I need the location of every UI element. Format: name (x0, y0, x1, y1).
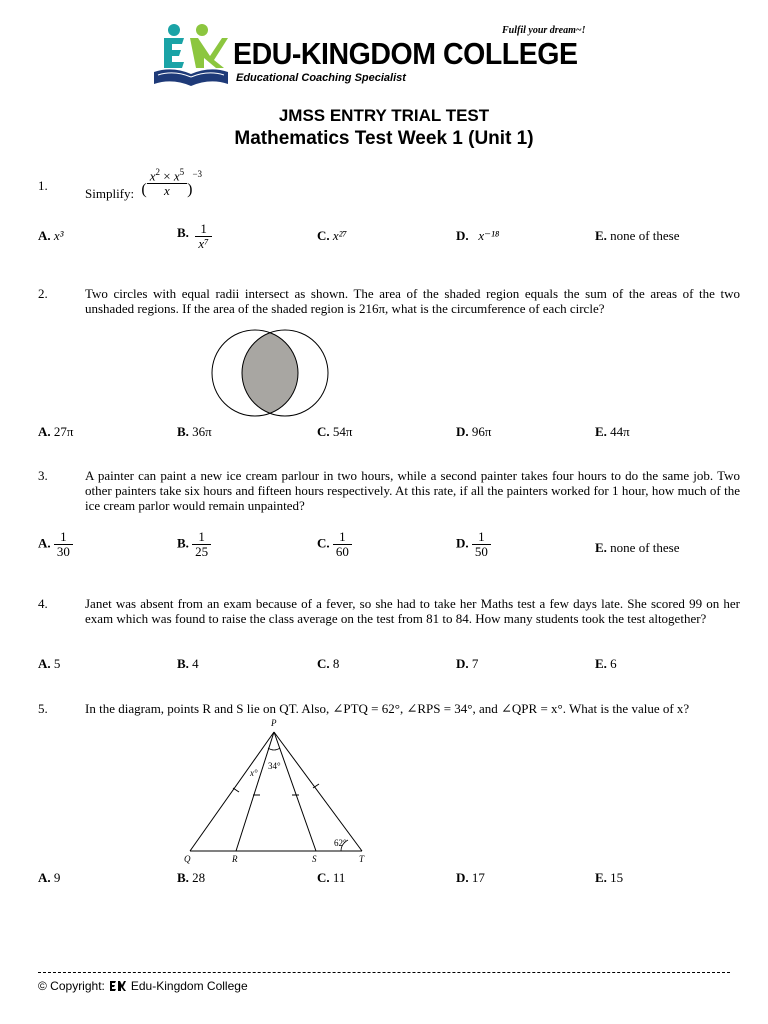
copyright-prefix: © Copyright: (38, 979, 105, 993)
q1-prefix: Simplify: (85, 185, 135, 201)
segment-pr (236, 732, 274, 851)
q4-option-e[interactable]: E. 6 (595, 656, 617, 671)
logo-icon (152, 22, 230, 92)
q2-number: 2. (38, 286, 48, 301)
label-t: T (359, 854, 365, 864)
q1-number: 1. (38, 178, 48, 193)
label-angle-62: 62° (334, 838, 347, 848)
q5-option-a[interactable]: A. 9 (38, 870, 61, 885)
q2-option-c[interactable]: C. 54π (317, 424, 353, 439)
q1-option-e[interactable]: E. none of these (595, 228, 680, 243)
tick-pq (233, 788, 239, 792)
footer-logo-icon (109, 979, 127, 993)
q4-option-b[interactable]: B. 4 (177, 656, 199, 671)
q3-option-a[interactable]: A. $\frac{1}{30}$ (38, 530, 73, 559)
test-title: JMSS ENTRY TRIAL TEST (278, 106, 490, 125)
brand-name: EDU-KINGDOM COLLEGE (233, 36, 578, 71)
footer-divider (38, 972, 730, 973)
q5-option-b[interactable]: B. 28 (177, 870, 206, 885)
q2-option-e[interactable]: E. 44π (595, 424, 630, 439)
brand-motto: Fulfil your dream~! (502, 25, 586, 36)
test-subtitle: Mathematics Test Week 1 (Unit 1) (234, 128, 534, 149)
q4-option-a[interactable]: A. 5 (38, 656, 61, 671)
q3-option-b[interactable]: B. $\frac{1}{25}$ (177, 530, 211, 559)
segment-ps (274, 732, 316, 851)
label-q: Q (184, 854, 191, 864)
q4-text: Janet was absent from an exam because of a fever, so she had to take her Maths test a few days late. She scored 99 on her exam which was found to raise the class average on the test from 81 to 84. How many students took the test altogether? (85, 596, 740, 626)
q1-option-a[interactable]: A. x³ (38, 228, 64, 243)
q3-number: 3. (38, 468, 48, 483)
logo-mark (152, 22, 230, 92)
q5-text: In the diagram, points R and S lie on QT. Also, ∠PTQ = 62°, ∠RPS = 34°, and ∠QPR = x°. What is the value of x? (85, 701, 690, 716)
q2-option-b[interactable]: B. 36π (177, 424, 212, 439)
q1-expression: Simplify: ( $\frac{x^2 \times x^5}{x}$ )$^{-3}$ (85, 167, 203, 201)
q5-option-d[interactable]: D. 17 (456, 870, 485, 885)
label-r: R (232, 854, 238, 864)
label-angle-34: 34° (268, 761, 281, 771)
q4-option-c[interactable]: C. 8 (317, 656, 340, 671)
q3-option-e[interactable]: E. none of these (595, 540, 680, 555)
q3-option-c[interactable]: C. $\frac{1}{60}$ (317, 530, 352, 559)
q2-option-d[interactable]: D. 96π (456, 424, 492, 439)
label-p: P (271, 718, 277, 728)
copyright-name: Edu-Kingdom College (130, 979, 248, 993)
label-s: S (312, 854, 317, 864)
q5-option-e[interactable]: E. 15 (595, 870, 624, 885)
q2-option-a[interactable]: A. 27π (38, 424, 74, 439)
q3-option-d[interactable]: D. $\frac{1}{50}$ (456, 530, 491, 559)
q1-option-c[interactable]: C. x²⁷ (317, 228, 348, 243)
q5-triangle-diagram (178, 716, 378, 868)
q2-text: Two circles with equal radii intersect as shown. The area of the shaded region equals the sum of the areas of the two unshaded regions. If the area of the shaded region is 216π, what is the circumference of each circle? (85, 286, 740, 316)
q2-circles-diagram (210, 328, 330, 420)
side-pt (274, 732, 362, 851)
q1-option-b[interactable]: B. $\frac{1}{\text{x⁷}}$ (177, 222, 212, 251)
q3-text: A painter can paint a new ice cream parlour in two hours, while a second painter takes four hours to do the same job. Two other painters take six hours and fifteen hours respectively. At this rate, if all the painters worked for 1 hour, how much of the ice cream parlor would remain unpainted? (85, 468, 740, 513)
brand-tagline: Educational Coaching Specialist (236, 72, 406, 84)
footer-copyright (38, 979, 248, 993)
q1-option-d[interactable]: D. x⁻¹⁸ (456, 228, 500, 243)
q5-number: 5. (38, 701, 48, 716)
q5-option-c[interactable]: C. 11 (317, 870, 346, 885)
label-angle-x: x° (250, 768, 258, 778)
q4-option-d[interactable]: D. 7 (456, 656, 479, 671)
q4-number: 4. (38, 596, 48, 611)
side-pq (190, 732, 274, 851)
